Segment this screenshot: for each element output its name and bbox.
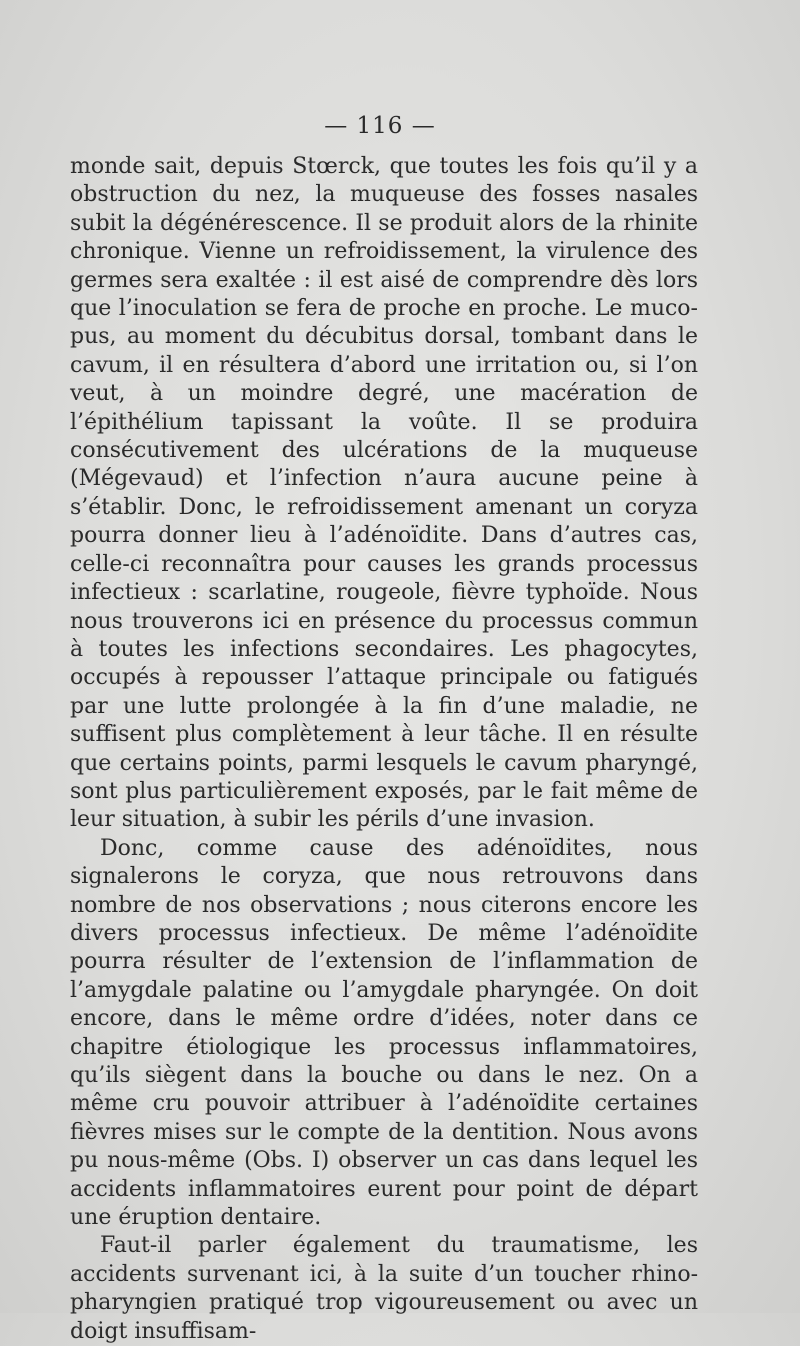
body-text bbox=[70, 153, 698, 1346]
paragraph-2: Donc, comme cause des adénoïdites, nous signalerons le coryza, que nous retrouvons dans nombre de nos observations ; nous citerons encore les divers processus infectieux. De même l’adénoïdite pourra résulter de l’extension de l’inflammation de l’amygdale palatine ou l’amygdale pharyngée. On doit encore, dans le même ordre d’idées, noter dans ce chapitre étiologique les processus inflammatoires, qu’ils siègent dans la bouche ou dans le nez. On a même cru pouvoir attribuer à l’adénoïdite certaines fièvres mises sur le compte de la dentition. Nous avons pu nous-même (Obs. I) observer un cas dans lequel les accidents inflammatoires eurent pour point de départ une éruption dentaire. bbox=[70, 835, 698, 1231]
page-number: — 116 — bbox=[324, 113, 436, 139]
paragraph-1: monde sait, depuis Stœrck, que toutes les fois qu’il y a obstruction du nez, la muqueuse des fosses nasales subit la dégénérescence. Il se produit alors de la rhinite chronique. Vienne un refroidissement, la virulence des germes sera exaltée : il est aisé de comprendre dès lors que l’inoculation se fera de proche en proche. Le muco-pus, au moment du décubitus dorsal, tombant dans le cavum, il en résultera d’abord une irritation ou, si l’on veut, à un moindre degré, une macération de l’épithélium tapissant la voûte. Il se produira consécutivement des ulcérations de la muqueuse (Mégevaud) et l’infection n’aura aucune peine à s’établir. Donc, le refroidissement amenant un coryza pourra donner lieu à l’adénoïdite. Dans d’autres cas, celle-ci reconnaîtra pour causes les grands processus infectieux : scarlatine, rougeole, fièvre typhoïde. Nous nous trouverons ici en présence du processus commun à toutes les infections secondaires. Les phagocytes, occupés à repousser l’attaque principale ou fatigués par une lutte prolongée à la fin d’une maladie, ne suffisent plus complètement à leur tâche. Il en résulte que certains points, parmi lesquels le cavum pharyngé, sont plus particulièrement exposés, par le fait même de leur situation, à subir les périls d’une invasion. bbox=[70, 154, 698, 833]
paragraph-3: Faut-il parler également du traumatisme, les accidents survenant ici, à la suite d’un toucher rhino-pharyngien pratiqué trop vigoureusement ou avec un doigt insuffisam- bbox=[70, 1233, 698, 1344]
